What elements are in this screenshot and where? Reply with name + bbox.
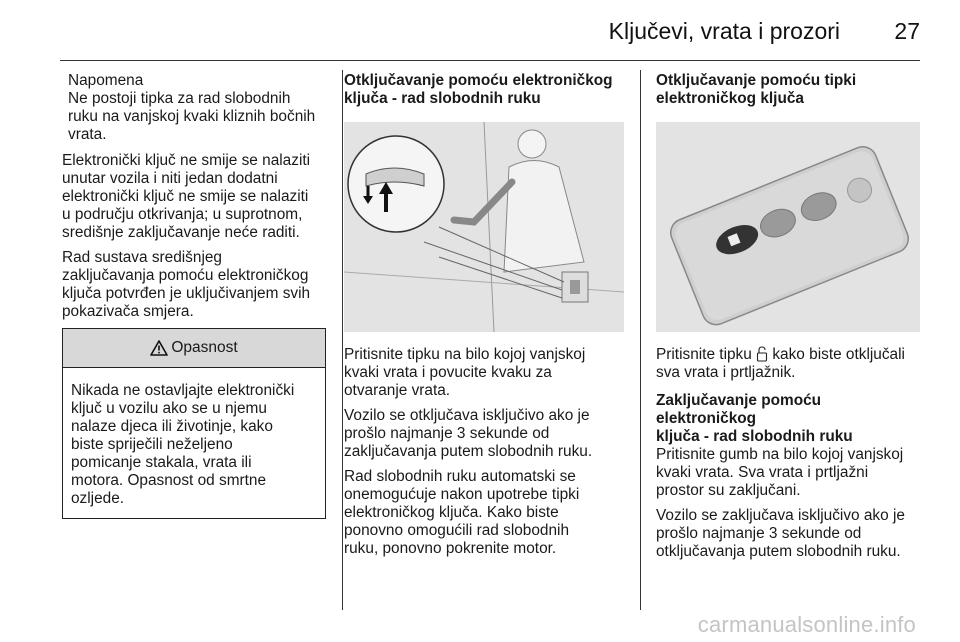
page-number: 27 bbox=[894, 18, 920, 44]
paragraph-start: Pritisnite tipku bbox=[656, 346, 757, 363]
section-heading: Otključavanje pomoću elektroničkog ključa - rad slobodnih ruku bbox=[344, 72, 613, 107]
paragraph-end: kako biste otključali sva vrata i prtljažnik. bbox=[656, 346, 905, 381]
column-left bbox=[62, 72, 328, 519]
column-middle bbox=[344, 72, 626, 565]
danger-box bbox=[62, 328, 326, 519]
paragraph: Rad sustava središnjeg zaključavanja pomoću elektroničkog ključa potvrđen je uključivanjem svih pokazivača smjera. bbox=[62, 249, 311, 320]
paragraph: Rad slobodnih ruku automatski se onemogućuje nakon upotrebe tipki elektroničkog ključa. Kako biste ponovno omogućili rad slobodnih ruku, ponovno pokrenite motor. bbox=[344, 468, 580, 557]
column-divider bbox=[342, 70, 343, 610]
danger-header bbox=[63, 329, 325, 368]
watermark: carmanualsonline.info bbox=[697, 612, 916, 637]
danger-text: Nikada ne ostavljajte elektronički ključ u vozilu ako se u njemu nalaze djeca ili životinje, kako biste spriječili neželjeno pomicanje stakala, vrata ili motora. Opasnost od smrtne ozljede. bbox=[71, 382, 295, 507]
paragraph bbox=[656, 346, 922, 382]
paragraph: Elektronički ključ ne smije se nalaziti unutar vozila i niti jedan dodatni elektronički ključ ne smije se nalaziti u području otkrivanja; u suprotnom, središnje zaključavanje neće raditi. bbox=[62, 152, 311, 241]
section-heading: Zaključavanje pomoću elektroničkog ključa - rad slobodnih ruku bbox=[656, 392, 853, 445]
door-handle-illustration bbox=[344, 122, 624, 332]
note-block bbox=[62, 72, 328, 144]
paragraph: Vozilo se otključava isključivo ako je prošlo najmanje 3 sekunde od zaključavanja putem slobodnih ruku. bbox=[344, 407, 593, 460]
warning-triangle-icon bbox=[150, 340, 168, 356]
key-card-illustration bbox=[656, 122, 920, 332]
column-divider bbox=[640, 70, 641, 610]
danger-title: Opasnost bbox=[171, 339, 238, 356]
paragraph: Pritisnite tipku na bilo kojoj vanjskoj kvaki vrata i povucite kvaku za otvaranje vrata. bbox=[344, 346, 586, 399]
header-rule bbox=[60, 60, 920, 61]
paragraph: Vozilo se zaključava isključivo ako je prošlo najmanje 3 sekunde od otključavanja putem slobodnih ruku. bbox=[656, 507, 905, 560]
page-title: Ključevi, vrata i prozori bbox=[608, 18, 840, 44]
note-title: Napomena bbox=[68, 72, 144, 89]
column-right bbox=[656, 72, 922, 568]
paragraph: Pritisnite gumb na bilo kojoj vanjskoj kvaki vrata. Sva vrata i prtljažni prostor su zaključani. bbox=[656, 446, 904, 499]
unlock-padlock-icon bbox=[756, 346, 768, 362]
electronic-key-card-illustration bbox=[656, 122, 920, 332]
section-heading: Otključavanje pomoću tipki elektroničkog ključa bbox=[656, 72, 857, 107]
note-text: Ne postoji tipka za rad slobodnih ruku na vanjskoj kvaki kliznih bočnih vrata. bbox=[68, 90, 316, 143]
hands-free-illustration bbox=[344, 122, 624, 332]
